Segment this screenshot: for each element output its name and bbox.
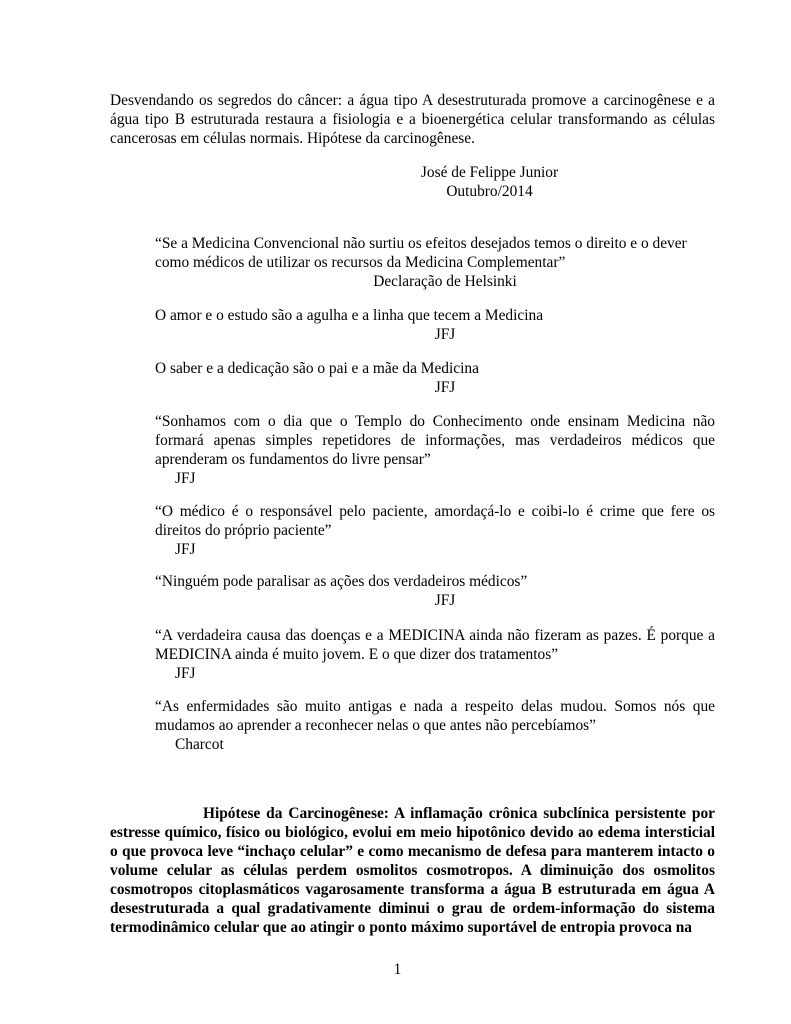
quote-attribution: JFJ — [175, 470, 196, 487]
epigraph-quote — [155, 234, 715, 291]
author-name: José de Felippe Junior — [420, 164, 559, 181]
quote-text: “Ninguém pode paralisar as ações dos verdadeiros médicos” — [155, 573, 528, 590]
quote-text: O amor e o estudo são a agulha e a linha que tecem a Medicina — [155, 307, 544, 324]
quote-text: “Sonhamos com o dia que o Templo do Conhecimento onde ensinam Medicina não formará apenas simples repetidores de informações, mas verdadeiros médicos que aprenderam os fundamentos do livre pensar” — [155, 413, 715, 468]
epigraph-quote — [155, 502, 715, 559]
author-block — [387, 163, 592, 201]
epigraph-quote — [155, 626, 715, 683]
quote-attribution: JFJ — [175, 541, 196, 558]
quote-attribution: Charcot — [175, 736, 224, 753]
epigraph-quote — [155, 572, 715, 610]
quote-text: “O médico é o responsável pelo paciente, amordaçá-lo e coibi-lo é crime que fere os direitos do próprio paciente” — [155, 503, 715, 539]
quote-attribution: JFJ — [434, 592, 456, 609]
quote-text: “A verdadeira causa das doenças e a MEDICINA ainda não fizeram as pazes. É porque a MEDICINA ainda é muito jovem. E o que dizer dos tratamentos” — [155, 627, 715, 663]
quote-text: “Se a Medicina Convencional não surtiu os efeitos desejados temos o direito e o dever como médicos de utilizar os recursos da Medicina Complementar” — [155, 235, 687, 271]
hypothesis-paragraph — [110, 804, 715, 937]
quote-attribution: JFJ — [434, 379, 456, 396]
quote-attribution: JFJ — [434, 326, 456, 343]
quote-attribution: Declaração de Helsinki — [373, 273, 517, 290]
publication-date: Outubro/2014 — [446, 183, 533, 200]
document-title-paragraph: Desvendando os segredos do câncer: a água tipo A desestruturada promove a carcinogênese e a água tipo B estruturada restaura a fisiologia e a bioenergética celular transformando as células cancerosas em células normais. Hipótese da carcinogênese. — [110, 92, 715, 147]
epigraph-quote — [155, 697, 715, 754]
epigraph-quote — [155, 306, 715, 344]
quote-text: O saber e a dedicação são o pai e a mãe da Medicina — [155, 360, 479, 377]
quote-attribution: JFJ — [175, 665, 196, 682]
epigraph-quote — [155, 412, 715, 488]
hypothesis-text: Hipótese da Carcinogênese: A inflamação crônica subclínica persistente por estresse químico, físico ou biológico, evolui em meio hipotônico devido ao edema intersticial o que provoca leve “inchaço celular” e como mecanismo de defesa para manterem intacto o volume celular as células perdem osmolitos cosmotropos. A diminuição dos osmolitos cosmotropos citoplasmáticos vagarosamente transforma a água B estruturada em água A desestruturada a qual gradativamente diminui o grau de ordem-informação do sistema termodinâmico celular que ao atingir o ponto máximo suportável de entropia provoca na — [110, 805, 715, 936]
page-number: 1 — [393, 961, 402, 978]
epigraph-quote — [155, 359, 715, 397]
quote-text: “As enfermidades são muito antigas e nada a respeito delas mudou. Somos nós que mudamos ao aprender a reconhecer nelas o que antes não percebíamos” — [155, 698, 715, 734]
